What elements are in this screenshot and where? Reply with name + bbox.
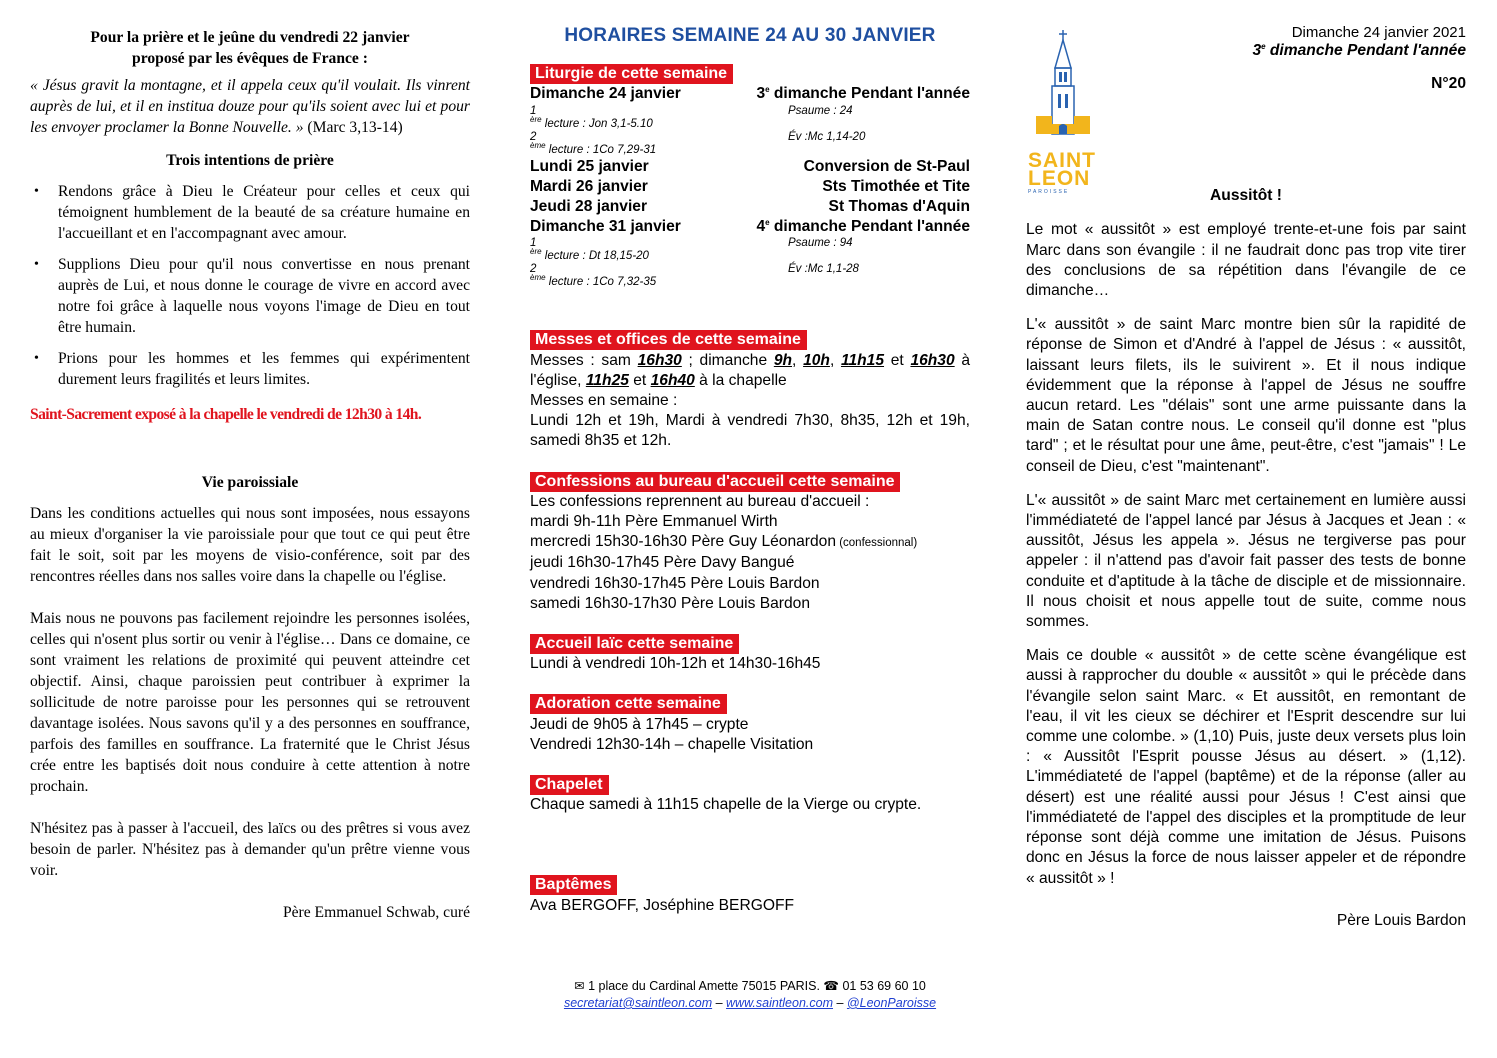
gospel-quote: « Jésus gravit la montagne, et il appela ceux qu'il voulait. Ils vinrent auprès de lui, et il en institua douze pour qu'ils soient avec lui et pour les envoyer proclamer la Bonne Nouvelle. » (Marc 3,13-14): [30, 77, 470, 136]
bulletin-sunday: 3e dimanche Pendant l'année: [1252, 41, 1466, 59]
logo-leon: LEON: [1028, 167, 1091, 191]
sacrement-notice: Saint-Sacrement exposé à la chapelle le vendredi de 12h30 à 14h.: [30, 406, 422, 423]
confession-line: vendredi 16h30-17h45 Père Louis Bardon: [530, 574, 820, 592]
article-paragraph: Le mot « aussitôt » est employé trente-et-une fois par saint Marc dans son évangile : il ne faudrait donc pas trop vite tirer des conclusions de sa répétition dans l'évangile de ce dimanche…: [1026, 221, 1466, 300]
adoration-line: Jeudi de 9h05 à 17h45 – crypte: [530, 715, 749, 733]
vie-paragraph: Dans les conditions actuelles qui nous sont imposées, nous essayons au mieux d'organiser la vie paroissiale pour que tout ce qui peut être fait le soit, soit par les moyens de visio-conférence, soit par des rencontres réelles dans nos salles voire dans la chapelle ou l'église.: [30, 505, 470, 585]
left-signature: Père Emmanuel Schwab, curé: [282, 904, 470, 921]
confession-line: jeudi 16h30-17h45 Père Davy Bangué: [530, 554, 795, 572]
right-signature: Père Louis Bardon: [1336, 911, 1466, 929]
saint-leon-logo: [1028, 28, 1102, 196]
section-label-messes: Messes et offices de cette semaine: [530, 330, 807, 350]
article-paragraph: L'« aussitôt » de saint Marc met certainement en lumière aussi l'immédiateté de l'appel lancé par Jésus à Jacques et Jean : « aussitôt, Jésus les appela ». Jésus ne tergiverse pas pour appeler : il n'attend pas d'avoir fait passer des tests de bonne conduite et d'aptitude à la tâche de disciple et de missionnaire. Il nous choisit et nous appelle tout de suite, comme nous sommes.: [1026, 491, 1466, 631]
intention-item: • Prions pour les hommes et les femmes qui expérimentent durement leurs fragilités et leurs limites.: [58, 348, 470, 390]
intentions-title: Trois intentions de prière: [166, 152, 334, 169]
intentions-list: [30, 181, 470, 390]
article-title: Aussitôt !: [1210, 187, 1282, 205]
vie-paroissiale-title: Vie paroissiale: [201, 474, 299, 491]
prayer-title-line2: proposé par les évêques de France :: [132, 50, 368, 67]
right-column: [1026, 0, 1466, 931]
messes-semaine: Lundi 12h et 19h, Mardi à vendredi 7h30, 8h35, 12h et 19h, samedi 8h35 et 12h.: [530, 412, 970, 450]
confession-line: mercredi 15h30-16h30 Père Guy Léonardon (confessionnal): [530, 533, 918, 551]
footer-links-line: secretariat@saintleon.com – www.saintleon.com – @LeonParoisse: [563, 995, 937, 1010]
intention-item: • Rendons grâce à Dieu le Créateur pour celles et ceux qui témoignent humblement de la beauté de sa créature humaine en l'accueillant et en l'accompagnant avec amour.: [58, 181, 470, 244]
logo-saint: SAINT: [1028, 149, 1096, 173]
readings-31: 1ère lecture : Dt 18,15-20 Psaume : 94: [530, 237, 853, 263]
left-column: [30, 0, 470, 923]
logo-paroisse: PAROISSE: [1028, 189, 1070, 196]
social-link[interactable]: @LeonParoisse: [846, 995, 937, 1010]
liturgy-row: Mardi 26 janvier Sts Timothée et Tite: [530, 177, 970, 195]
section-label-chapelet: Chapelet: [530, 775, 609, 795]
footer-address-line: ✉ 1 place du Cardinal Amette 75015 PARIS. ☎ 01 53 69 60 10: [574, 978, 926, 993]
confession-line: Les confessions reprennent au bureau d'accueil :: [530, 492, 870, 510]
liturgy-row: Lundi 25 janvier Conversion de St-Paul: [530, 157, 970, 175]
readings-31: 2ème lecture : 1Co 7,32-35 Év :Mc 1,1-28: [530, 263, 859, 289]
phone-icon: ☎: [823, 978, 839, 993]
confession-line: samedi 16h30-17h30 Père Louis Bardon: [530, 594, 811, 612]
readings-24: 1ère lecture : Jon 3,1-5.10 Psaume : 24: [530, 104, 853, 130]
church-tower-icon: [1028, 28, 1102, 144]
middle-column: [530, 0, 970, 1012]
section-label-liturgie: Liturgie de cette semaine: [530, 64, 733, 84]
envelope-icon: ✉: [574, 978, 585, 993]
messes-semaine-label: Messes en semaine :: [530, 392, 678, 410]
readings-24: 2ème lecture : 1Co 7,29-31 Év :Mc 1,14-20: [530, 130, 866, 156]
horaires-title: HORAIRES SEMAINE 24 AU 30 JANVIER: [564, 25, 936, 46]
article-paragraph: Mais ce double « aussitôt » de cette scène évangélique est aussi à rapprocher du double « aussitôt » qui le précède dans l'évangile selon saint Marc. « Et aussitôt, en remontant de l'eau, il vit les cieux se déchirer et l'Esprit descendre sur lui comme une colombe. » (1,10) Puis, juste deux versets plus loin : « Aussitôt l'Esprit pousse Jésus au désert. » (1,12). L'immédiateté de l'appel (baptême) et de la réponse (aller au désert) est une réalité aussi pour Jésus ! C'est ainsi que l'immédiateté de l'appel des disciples et la promptitude de leur réponse sont déjà comme une imitation de Jésus. Puisons donc en Jésus la force de nous laisser appeler et de répondre « aussitôt » !: [1026, 647, 1466, 887]
liturgy-row: Jeudi 28 janvier St Thomas d'Aquin: [530, 198, 970, 216]
article-paragraph: L'« aussitôt » de saint Marc montre bien sûr la rapidité de réponse de Simon et d'André à l'appel de Jésus : « aussitôt, laissant leurs filets, ils le suivirent ». Et il nous indique évidemment que la réponse à l'appel de Jésus ne souffre aucun retard. Les "délais" sont une arme puissante dans la main de Satan contre nous. Le conseil qu'il donne est "plus tard" ; et le résultat pour une âme, peut-être, c'est "jamais" ! Le conseil de Dieu, c'est "maintenant".: [1026, 316, 1466, 475]
section-label-confessions: Confessions au bureau d'accueil cette semaine: [530, 472, 900, 492]
website-link[interactable]: www.saintleon.com: [726, 995, 834, 1010]
liturgy-row: Dimanche 31 janvier 4e dimanche Pendant l'année: [530, 218, 970, 236]
vie-paragraph: Mais nous ne pouvons pas facilement rejoindre les personnes isolées, celles qui n'osent plus sortir ou venir à l'église… Dans ce domaine, ce sont vraiment les relations de proximité qui peuvent atteindre cet objectif. Ainsi, chaque paroissien peut contribuer à exprimer la sollicitude de notre paroisse pour les personnes qui se retrouvent davantage isolées. Nous savons qu'il y a des personnes en souffrance, parfois des familles en souffrance. La fraternité que le Christ Jésus crée entre les baptisés doit nous conduire à cette attention à notre prochain.: [30, 610, 470, 795]
chapelet-text: Chaque samedi à 11h15 chapelle de la Vierge ou crypte.: [530, 796, 922, 814]
section-label-accueil: Accueil laïc cette semaine: [530, 634, 739, 654]
confession-line: mardi 9h-11h Père Emmanuel Wirth: [530, 513, 778, 531]
email-link[interactable]: secretariat@saintleon.com: [563, 995, 713, 1010]
bulletin-date: Dimanche 24 janvier 2021: [1291, 24, 1466, 41]
messes-text: Messes : sam 16h30 ; dimanche 9h, 10h, 11h15 et 16h30 à l'église, 11h25 et 16h40 à la chapelle: [530, 351, 971, 389]
section-label-baptemes: Baptêmes: [530, 875, 617, 895]
accueil-text: Lundi à vendredi 10h-12h et 14h30-16h45: [530, 655, 821, 673]
intention-item: • Supplions Dieu pour qu'il nous convertisse en nous prenant auprès de Lui, et nous donne le courage de vivre en accord avec notre foi grâce à laquelle nous voyons l'image de Dieu en tout être humain.: [58, 254, 470, 338]
baptemes-text: Ava BERGOFF, Joséphine BERGOFF: [530, 896, 795, 914]
section-label-adoration: Adoration cette semaine: [530, 694, 727, 714]
prayer-title-line1: Pour la prière et le jeûne du vendredi 22 janvier: [90, 29, 410, 46]
bulletin-number: N°20: [1431, 75, 1466, 92]
liturgy-row: Dimanche 24 janvier 3e dimanche Pendant l'année: [530, 85, 970, 103]
vie-paragraph: N'hésitez pas à passer à l'accueil, des laïcs ou des prêtres si vous avez besoin de parler. N'hésitez pas à demander qu'un prêtre vienne vous voir.: [30, 820, 470, 879]
adoration-line: Vendredi 12h30-14h – chapelle Visitation: [530, 735, 814, 753]
